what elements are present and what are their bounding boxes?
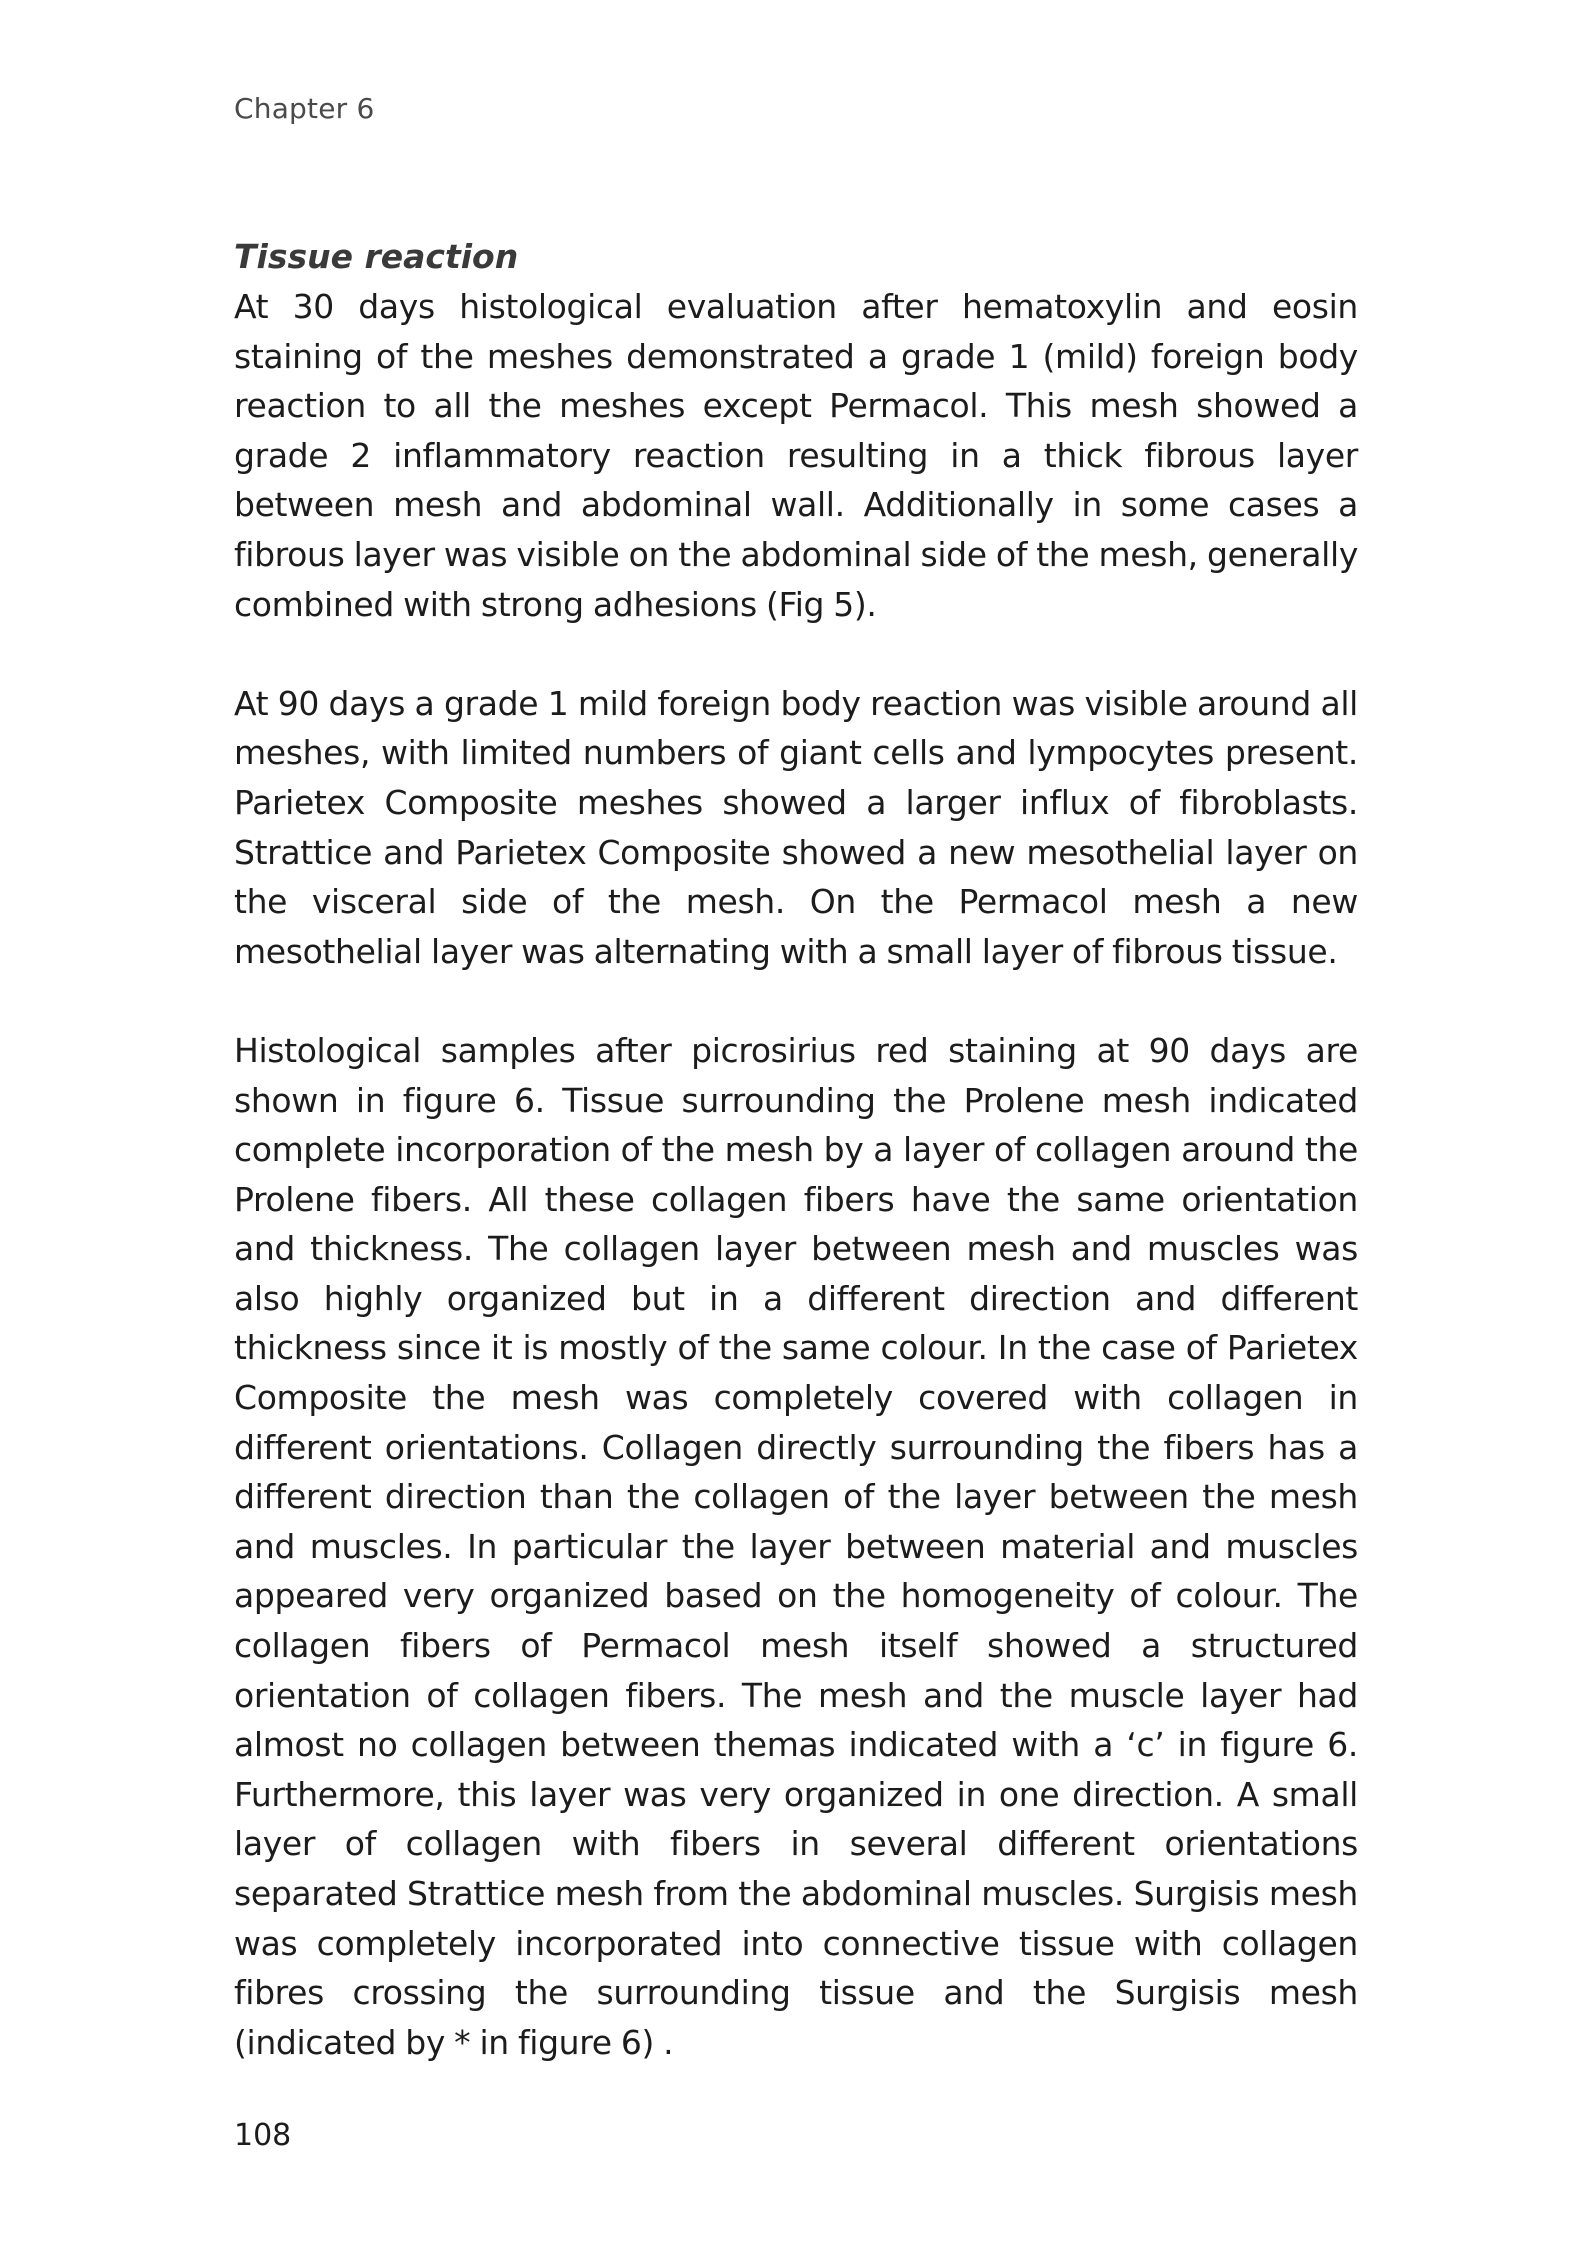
body-content <box>234 232 1358 2067</box>
paragraph-picrosirius: Histological samples after picrosirius red staining at 90 days are shown in figure 6. Tissue surrounding the Prolene mesh indicated complete incorporation of the mesh by a layer of collagen around the Prolene fibers. All these collagen fibers have the same orientation and thickness. The collagen layer between mesh and muscles was also highly organized but in a different direction and different thickness since it is mostly of the same colour. In the case of Parietex Composite the mesh was completely covered with collagen in different orientations. Collagen directly surrounding the fibers has a different direction than the collagen of the layer between the mesh and muscles. In particular the layer between material and muscles appeared very organized based on the homogeneity of colour. The collagen fibers of Permacol mesh itself showed a structured orientation of collagen fibers. The mesh and the muscle layer had almost no collagen between themas indicated with a ‘c’ in figure 6. Furthermore, this layer was very organized in one direction. A small layer of collagen with fibers in several different orientations separated Strattice mesh from the abdominal muscles. Surgisis mesh was completely incorporated into connective tissue with collagen fibres crossing the surrounding tissue and the Surgisis mesh (indicated by * in figure 6) . <box>234 1030 1358 2062</box>
page-number: 108 <box>234 2118 292 2153</box>
paragraph-90-days: At 90 days a grade 1 mild foreign body reaction was visible around all meshes, with limited numbers of giant cells and lympocytes present. Parietex Composite meshes showed a larger influx of fibroblasts. Strattice and Parietex Composite showed a new mesothelial layer on the visceral side of the mesh. On the Permacol mesh a new mesothelial layer was alternating with a small layer of fibrous tissue. <box>234 683 1358 971</box>
running-header-chapter: Chapter 6 <box>234 92 375 125</box>
section-heading: Tissue reaction <box>234 237 519 276</box>
paragraph-30-days: At 30 days histological evaluation after hematoxylin and eosin staining of the meshes demonstrated a grade 1 (mild) foreign body reaction to all the meshes except Permacol. This mesh showed a grade 2 inflammatory reaction resulting in a thick fibrous layer between mesh and abdominal wall. Additionally in some cases a fibrous layer was visible on the abdominal side of the mesh, generally combined with strong adhesions (Fig 5). <box>234 287 1358 624</box>
